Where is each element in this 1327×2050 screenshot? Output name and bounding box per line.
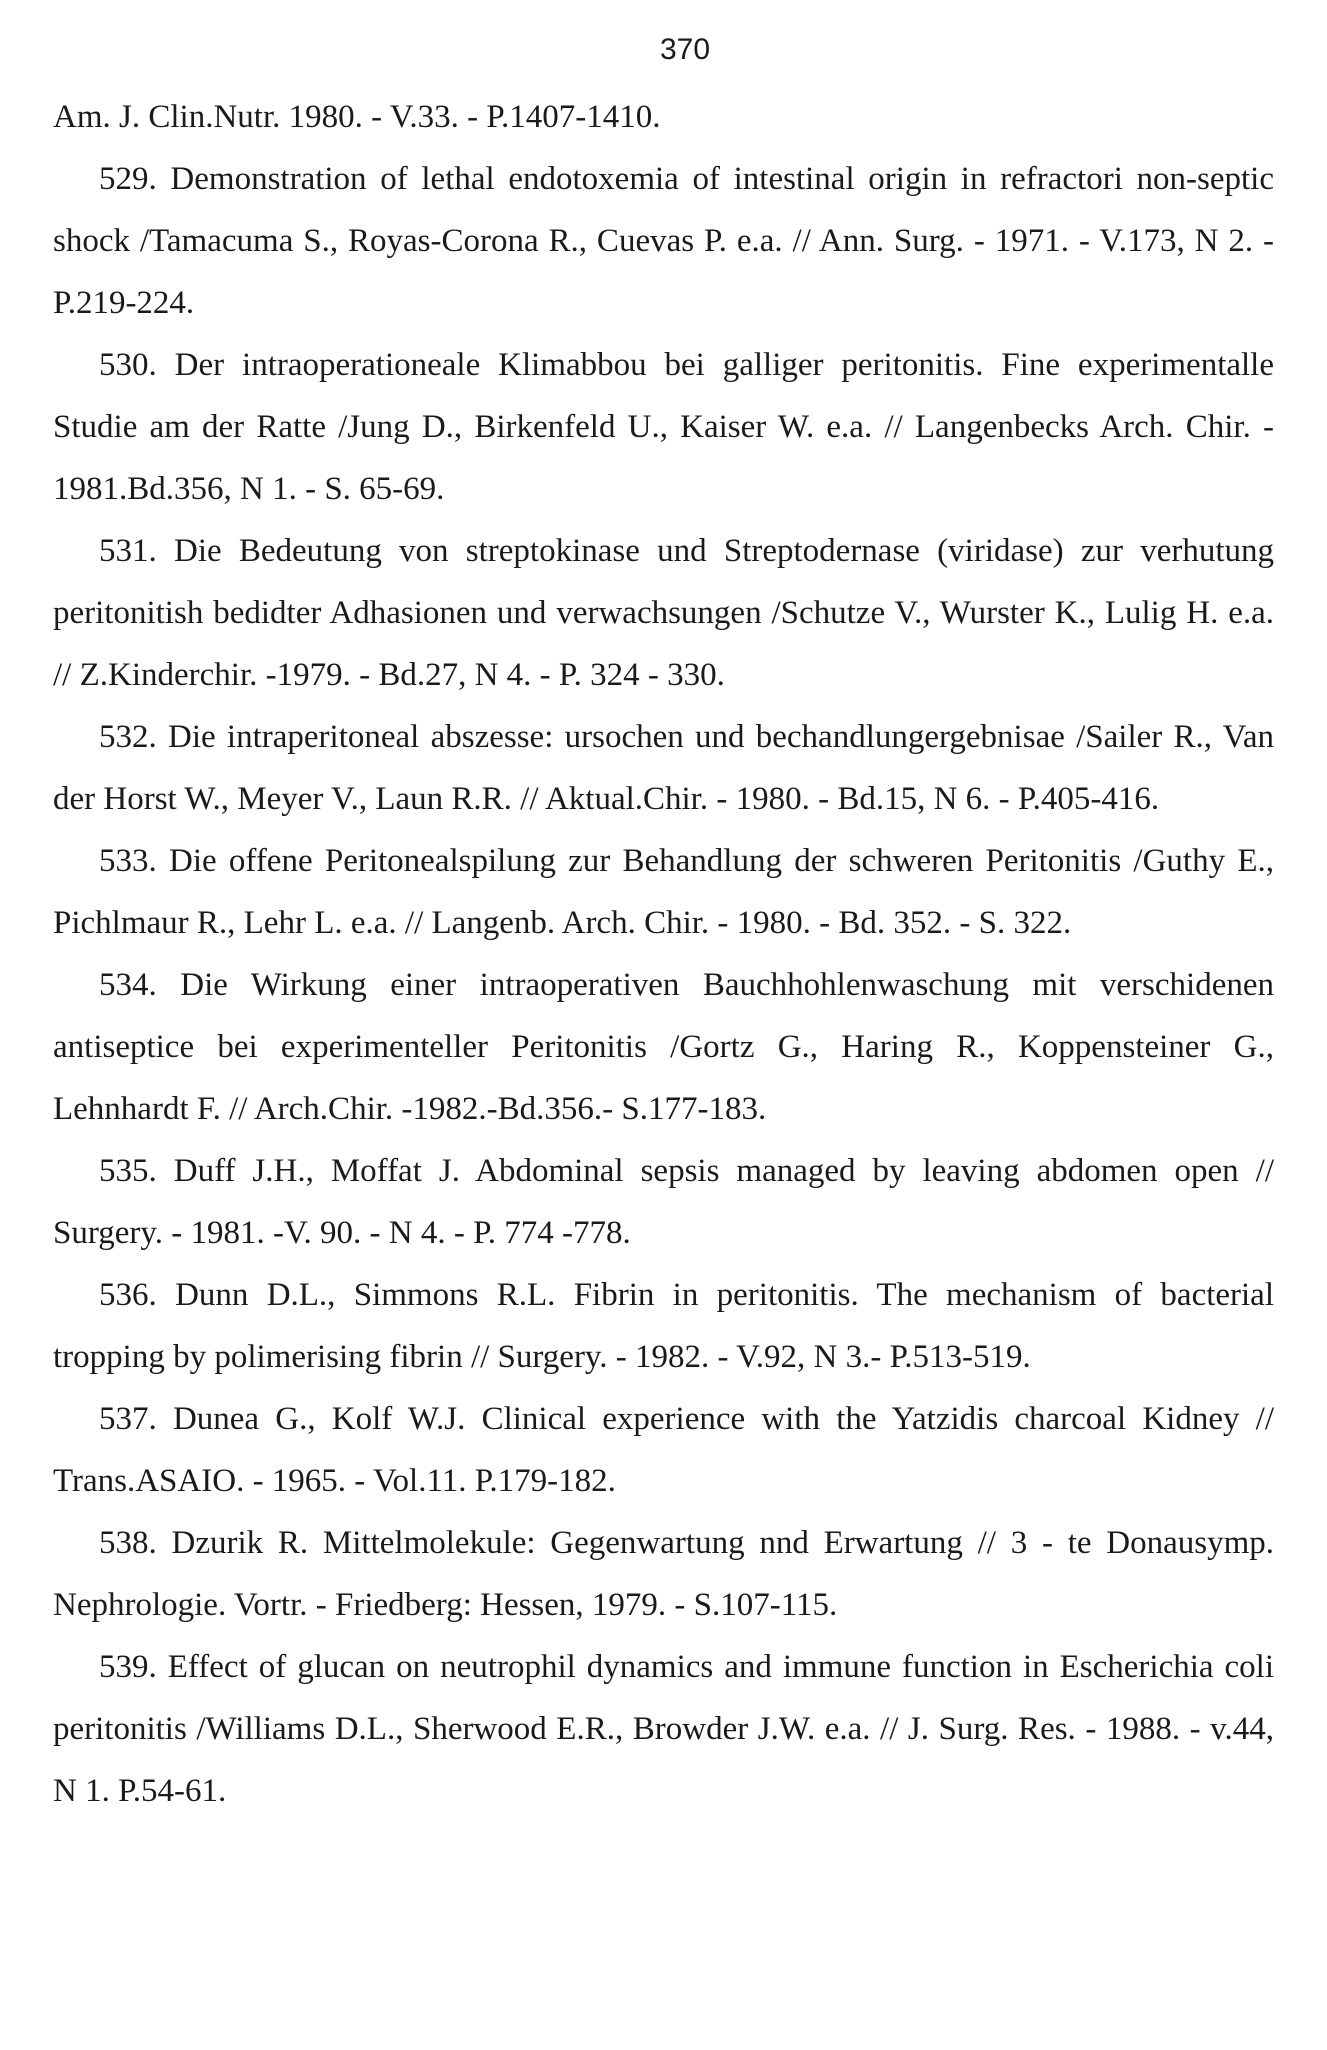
reference-continuation: Am. J. Clin.Nutr. 1980. - V.33. - P.1407-1410. <box>53 99 661 135</box>
reference-text: Demonstration of lethal endotoxemia of intestinal origin in refractori non-septic shock /Tamacuma S., Royas-Corona R., Cuevas P. e.a. // Ann. Surg. - 1971. - V.173, N 2. - P.219-224. <box>53 161 1274 321</box>
reference-number: 536. <box>99 1277 157 1313</box>
reference-530 <box>53 334 1274 520</box>
page-number: 370 <box>659 33 711 66</box>
reference-text: Dzurik R. Mittelmolekule: Gegenwartung nnd Erwartung // 3 - te Donausymp. Nephrologie. Vortr. - Friedberg: Hessen, 1979. - S.107-115. <box>53 1525 1274 1623</box>
reference-539 <box>53 1636 1274 1822</box>
reference-text: Effect of glucan on neutrophil dynamics and immune function in Escherichia coli peritonitis /Williams D.L., Sherwood E.R., Browder J.W. e.a. // J. Surg. Res. - 1988. - v.44, N 1. P.54-61. <box>53 1649 1275 1809</box>
reference-number: 539. <box>99 1649 157 1685</box>
reference-text: Die Bedeutung von streptokinase und Streptodernase (viridase) zur verhutung peritonitish bedidter Adhasionen und verwachsungen /Schutze V., Wurster K., Lulig H. e.a. // Z.Kinderchir. -1979. - Bd.27, N 4. - P. 324 - 330. <box>53 533 1274 693</box>
reference-529 <box>53 148 1274 334</box>
reference-text: Die intraperitoneal abszesse: ursochen und bechandlungergebnisae /Sailer R., Van der Horst W., Meyer V., Laun R.R. // Aktual.Chir. - 1980. - Bd.15, N 6. - P.405-416. <box>53 719 1274 817</box>
reference-number: 537. <box>99 1401 157 1437</box>
reference-532 <box>53 706 1274 830</box>
reference-533 <box>53 830 1274 954</box>
reference-537 <box>53 1388 1274 1512</box>
reference-number: 529. <box>99 161 157 197</box>
reference-538 <box>53 1512 1274 1636</box>
reference-text: Die Wirkung einer intraoperativen Bauchhohlenwaschung mit verschidenen antiseptice bei experimenteller Peritonitis /Gortz G., Haring R., Koppensteiner G., Lehnhardt F. // Arch.Chir. -1982.-Bd.356.- S.177-183. <box>53 967 1274 1127</box>
reference-text: Duff J.H., Moffat J. Abdominal sepsis managed by leaving abdomen open // Surgery. - 1981. -V. 90. - N 4. - P. 774 -778. <box>53 1153 1274 1251</box>
reference-number: 533. <box>99 843 157 879</box>
reference-number: 531. <box>99 533 157 569</box>
reference-number: 534. <box>99 967 157 1003</box>
reference-number: 532. <box>99 719 157 755</box>
reference-535 <box>53 1140 1274 1264</box>
reference-number: 538. <box>99 1525 157 1561</box>
reference-534 <box>53 954 1274 1140</box>
reference-text: Die offene Peritonealspilung zur Behandlung der schweren Peritonitis /Guthy E., Pichlmaur R., Lehr L. e.a. // Langenb. Arch. Chir. - 1980. - Bd. 352. - S. 322. <box>53 843 1275 941</box>
reference-text: Der intraoperationeale Klimabbou bei galliger peritonitis. Fine experimentalle Studie am der Ratte /Jung D., Birkenfeld U., Kaiser W. e.a. // Langenbecks Arch. Chir. - 1981.Bd.356, N 1. - S. 65-69. <box>53 347 1274 507</box>
reference-number: 530. <box>99 347 157 383</box>
reference-list <box>53 86 1274 1822</box>
reference-536 <box>53 1264 1274 1388</box>
reference-531 <box>53 520 1274 706</box>
reference-text: Dunea G., Kolf W.J. Clinical experience with the Yatzidis charcoal Kidney // Trans.ASAIO. - 1965. - Vol.11. P.179-182. <box>53 1401 1274 1499</box>
reference-number: 535. <box>99 1153 157 1189</box>
reference-text: Dunn D.L., Simmons R.L. Fibrin in peritonitis. The mechanism of bacterial tropping by polimerising fibrin // Surgery. - 1982. - V.92, N 3.- P.513-519. <box>53 1277 1275 1375</box>
